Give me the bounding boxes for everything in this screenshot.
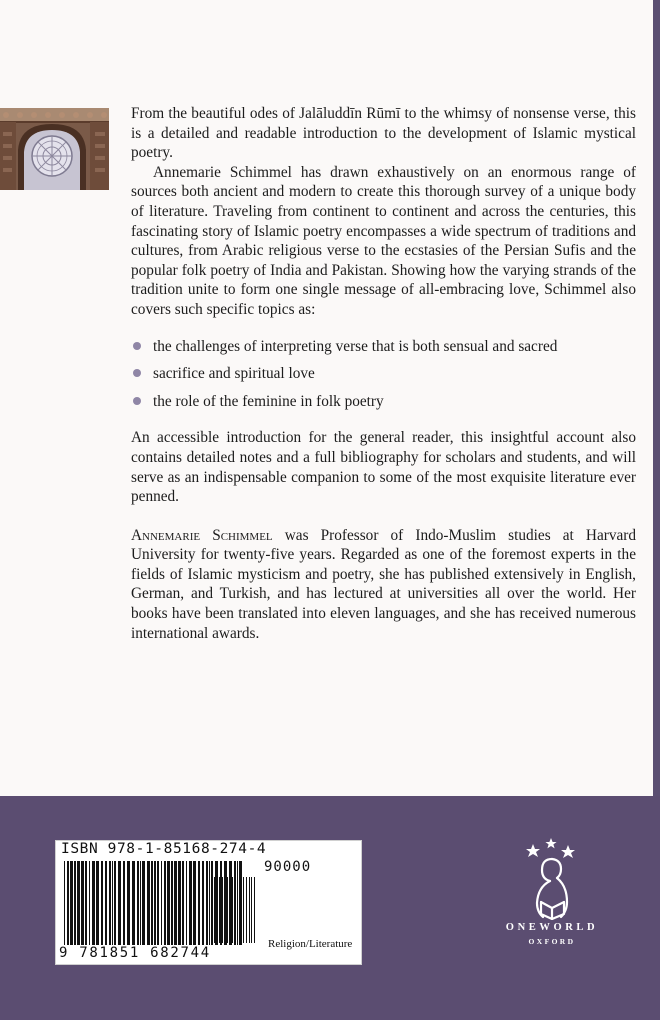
barcode-bar [161,861,162,945]
barcode-bar [237,877,238,943]
barcode-bar [202,861,204,945]
barcode-bar [96,861,99,945]
barcode-bar [92,861,95,945]
barcode-bar [206,877,207,943]
barcode-bar [118,861,121,945]
barcode-bar [137,861,139,945]
barcode-bar [178,861,181,945]
topic-text: the challenges of interpreting verse that is both sensual and sacred [153,337,558,355]
barcode-bar [101,861,103,945]
barcode-bar [132,861,135,945]
barcode-bar [64,861,65,945]
barcode-bar [127,861,130,945]
summary-paragraph: An accessible introduction for the general reader, this insightful account also contains detailed notes and a full bibliography for scholars and students, and will serve as an indispensable companion to some of the most exquisite literature ever penned. [131,429,636,506]
bullet-icon [133,342,141,350]
barcode-bar [229,877,230,943]
barcode-bar [219,877,220,943]
isbn-barcode-box [55,840,362,965]
barcode-bar [171,861,173,945]
back-cover-blurb [131,104,636,643]
topic-list-item [131,337,636,357]
blurb-intro-paragraph: From the beautiful odes of Jalāluddīn Rūmī to the whimsy of nonsense verse, this is a detailed and readable introduction to the development of Islamic mystical poetry. [131,105,636,162]
barcode-bar [157,861,159,945]
barcode-bar [85,861,87,945]
cover-edge-strip [653,0,660,796]
isbn-digits: 9 781851 682744 [59,945,211,961]
barcode-bar [251,877,252,943]
barcode-bar [109,861,111,945]
barcode-bar [212,877,213,943]
author-bio-text: was Professor of Indo-Muslim studies at Harvard University for twenty-five years. Regarded as one of the foremost experts in the fields of Islamic mysticism and poetry, she has published extensively in English, German, and Turkish, and has lectured at universities all over the world. Her books have been translated into eleven languages, and she has received numerous international awards. [131,526,637,642]
barcode-bar [186,861,187,945]
barcode-bar [189,861,192,945]
barcode-bar [151,861,153,945]
barcode-bar [249,877,250,943]
barcode-bar [105,861,107,945]
topic-text: the role of the feminine in folk poetry [153,392,384,410]
bullet-icon [133,369,141,377]
barcode-addon-bars [206,877,256,943]
barcode-bar [246,877,247,943]
barcode-bar [70,861,73,945]
topic-list-item [131,392,636,412]
barcode-bar [227,877,228,943]
barcode-bar [232,877,233,943]
topic-text: sacrifice and spiritual love [153,365,315,383]
barcode-bar [147,861,150,945]
barcode-bar [89,861,90,945]
isbn-label: ISBN 978-1-85168-274-4 [61,841,267,857]
topics-list [131,337,636,412]
topic-list-item [131,364,636,384]
barcode-bar [221,877,223,943]
barcode-bar [198,861,200,945]
barcode-bar [209,877,210,943]
barcode-bar [142,861,145,945]
publisher-city: OXFORD [528,937,576,946]
barcode-bar [77,861,80,945]
barcode-bar [217,877,218,943]
barcode-bar [164,861,166,945]
price-code: 90000 [264,859,312,875]
barcode-bar [112,861,113,945]
barcode-bar [154,861,156,945]
barcode-bar [234,877,235,943]
barcode-bar [167,861,170,945]
barcode-bar [81,861,84,945]
author-name: Annemarie Schimmel [131,526,273,544]
publisher-logo [487,838,617,966]
barcode-bar [140,861,141,945]
barcode-bar [182,861,184,945]
barcode-bar [114,861,116,945]
barcode-bar [193,861,196,945]
barcode-bar [243,877,244,943]
barcode-bar [254,877,255,943]
cover-artwork-thumbnail [0,108,109,190]
category-label: Religion/Literature [268,938,353,950]
blurb-body-paragraph: Annemarie Schimmel has drawn exhaustively on an enormous range of sources both ancient and modern to create this thorough survey of a unique body of literature. Traveling from continent to continent and across the centuries, this fascinating story of Islamic poetry encompasses a wide spectrum of traditions and cultures, from Arabic religious verse to the ecstasies of the Persian Sufis and the popular folk poetry of India and Pakistan. Showing how the varying strands of the tradition unite to form one single message of all-embracing love, Schimmel also covers such specific topics as: [131,163,636,318]
barcode-bar [174,861,177,945]
barcode-bar [67,861,69,945]
barcode-bar [225,877,226,943]
barcode-bar [240,877,242,943]
author-bio-paragraph [131,526,636,644]
barcode-bar [123,861,125,945]
barcode-bar [74,861,76,945]
reading-figure-icon [523,838,581,920]
bullet-icon [133,397,141,405]
publisher-name: ONEWORLD [505,922,599,933]
barcode-bar [214,877,215,943]
